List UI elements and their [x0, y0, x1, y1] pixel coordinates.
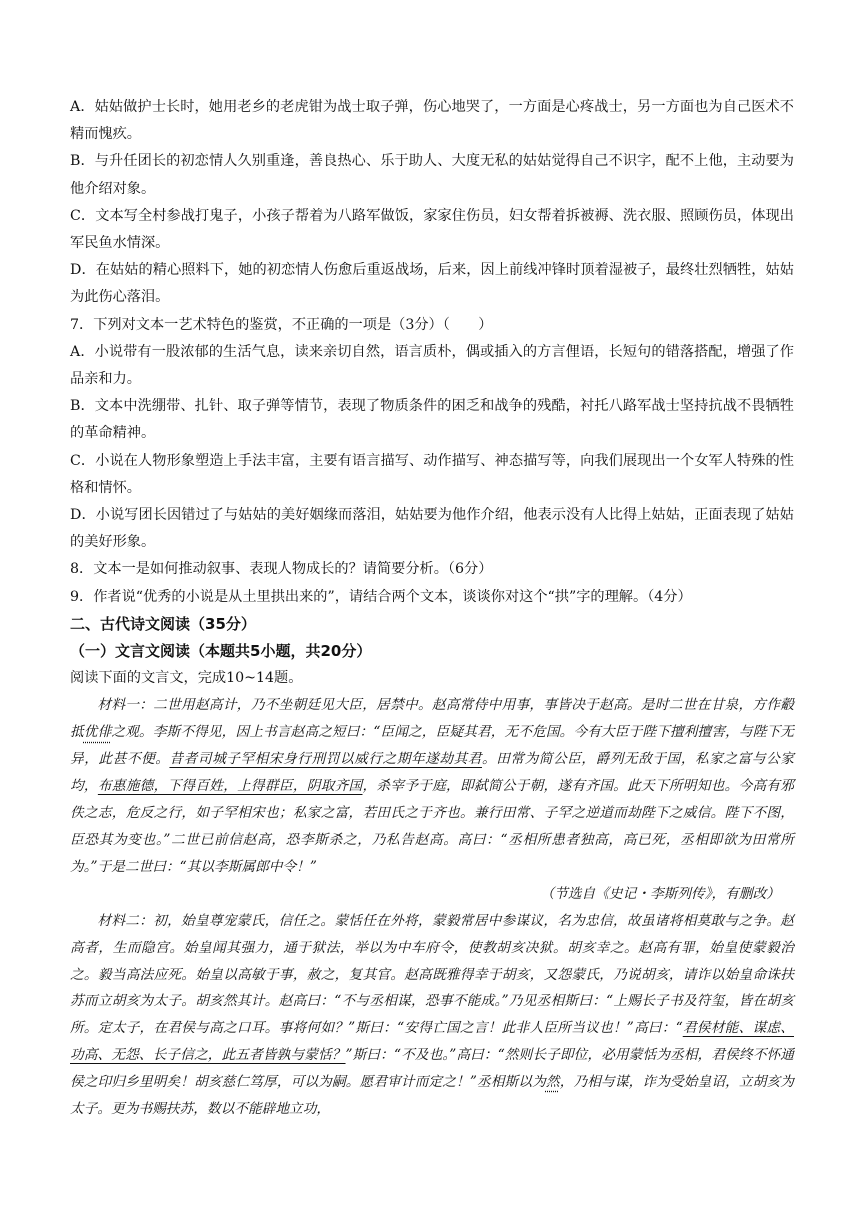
- material-two-underlined-sentence: 君侯材能、谋虑、功高、无怨、长子信之，此五者皆孰与蒙恬？: [70, 1020, 794, 1064]
- q8-stem: 8．文本一是如何推动叙事、表现人物成长的？请简要分析。（6分）: [70, 561, 493, 578]
- q6-option-d: D．在姑姑的精心照料下，她的初恋情人伤愈后重返战场，后来，因上前线冲锋时顶着湿被子，最终壮烈牺牲，姑姑为此伤心落泪。: [70, 262, 794, 306]
- q6-option-c: C．文本写全村参战打鬼子，小孩子帮着为八路军做饭，家家住伤员，妇女帮着拆被褥、洗衣服、照顾伤员，体现出军民鱼水情深。: [70, 207, 794, 252]
- material-one-text-2: 之观。李斯不得见，因上书言赵高之短曰：“臣闻之，臣疑其君，无不危国。今有大臣于陛下擅利擅害，与陛下无异，此甚不便。: [70, 724, 794, 768]
- material-two-text-1: 材料二：初，始皇尊宠蒙氏，信任之。蒙恬任在外将，蒙毅常居中参谋议，名为忠信，故虽诸将相莫敢与之争。赵高者，生而隐宫。始皇闻其强力，通于狱法，举以为中车府令，使教胡亥决狱。胡亥幸之。赵高有罪，始皇使蒙毅治之。毅当高法应死。始皇以高敏于事，赦之，复其官。赵高既雅得幸于胡亥，又怨蒙氏，乃说胡亥，请诈以始皇命诛扶苏而立胡亥为太子。胡亥然其计。赵高曰：“不与丞相谋，恐事不能成。”乃见丞相斯曰：“上赐长子书及符玺，皆在胡亥所。定太子，在君侯与高之口耳。事将何如？”斯曰：“安得亡国之言！此非人臣所当议也！”高曰：“: [70, 912, 794, 1037]
- reading-instruction: 阅读下面的文言文，完成10~14题。: [70, 670, 303, 687]
- material-one-text-4: ，杀宰予于庭，即弑简公于朝，遂有齐国。此天下所明知也。今高有邪佚之志，危反之行，如子罕相宋也；私家之富，若田氏之于齐也。兼行田常、子罕之逆道而劫陛下之威信。陛下不图，臣恐其为变也。”二世已前信赵高，恐李斯杀之，乃私告赵高。高曰：“丞相所患者独高，高已死，丞相即欲为田常所为。”于是二世曰：“其以李斯属郎中令！”: [70, 778, 794, 875]
- q7-option-a: A．小说带有一股浓郁的生活气息，读来亲切自然，语言质朴，偶或插入的方言俚语，长短句的错落搭配，增强了作品亲和力。: [70, 343, 794, 388]
- material-two-dotted-word: 然: [545, 1074, 560, 1091]
- q7-option-c: C．小说在人物形象塑造上手法丰富，主要有语言描写、动作描写、神态描写等，向我们展现出一个女军人特殊的性格和情怀。: [70, 452, 794, 496]
- material-two-text-2: ”斯曰：“不及也。”高曰：“然则长子即位，必用蒙恬为丞相，君侯终不怀通侯之印归乡里明矣！胡亥慈仁笃厚，可以为嗣。愿君审计而定之！”丞相斯以为: [70, 1047, 794, 1091]
- material-one-dotted-word: 优俳: [83, 724, 112, 741]
- q7-stem: 7．下列对文本一艺术特色的鉴赏，不正确的一项是（3分）（ ）: [70, 316, 493, 333]
- subsection1-title: （一）文言文阅读（本题共5小题，共20分）: [70, 642, 372, 661]
- material-one-source: （节选自《史记・李斯列传》，有删改）: [540, 885, 780, 902]
- q7-option-b: B．文本中洗绷带、扎针、取子弹等情节，表现了物质条件的困乏和战争的残酷，衬托八路军战士坚持抗战不畏牺牲的革命精神。: [70, 398, 794, 442]
- material-one-underlined-sentence-1: 昔者司城子罕相宋身行刑罚以威行之期年遂劫其君: [169, 751, 482, 768]
- q9-stem: 9．作者说“优秀的小说是从土里拱出来的”，请结合两个文本，谈谈你对这个“拱”字的理解。（4分）: [70, 588, 692, 605]
- material-one-underlined-sentence-2: 布惠施德，下得百姓，上得群臣，阴取齐国: [97, 778, 363, 795]
- q7-option-d: D．小说写团长因错过了与姑姑的美好姻缘而落泪，姑姑要为他作介绍，他表示没有人比得上姑姑，正面表现了姑姑的美好形象。: [70, 507, 794, 551]
- material-one: [70, 692, 794, 880]
- material-one-text-1: 材料一：二世用赵高计，乃不坐朝廷见大臣，居禁中。赵高常侍中用事，事皆决于赵高。是时二世在甘泉，方作觳抵: [70, 697, 794, 741]
- material-two-text-3: ，乃相与谋，诈为受始皇诏，立胡亥为太子。更为书赐扶苏，数以不能辟地立功，: [70, 1074, 794, 1118]
- section2-title: 二、古代诗文阅读（35分）: [70, 614, 256, 633]
- q6-option-b: B．与升任团长的初恋情人久别重逢，善良热心、乐于助人、大度无私的姑姑觉得自己不识字，配不上他，主动要为他介绍对象。: [70, 153, 794, 197]
- material-one-text-3: 。田常为简公臣，爵列无敌于国，私家之富与公家均，: [70, 751, 794, 795]
- q6-option-a: A．姑姑做护士长时，她用老乡的老虎钳为战士取子弹，伤心地哭了，一方面是心疼战士，另一方面也为自己医术不精而愧疚。: [70, 99, 794, 143]
- material-two: [70, 908, 794, 1123]
